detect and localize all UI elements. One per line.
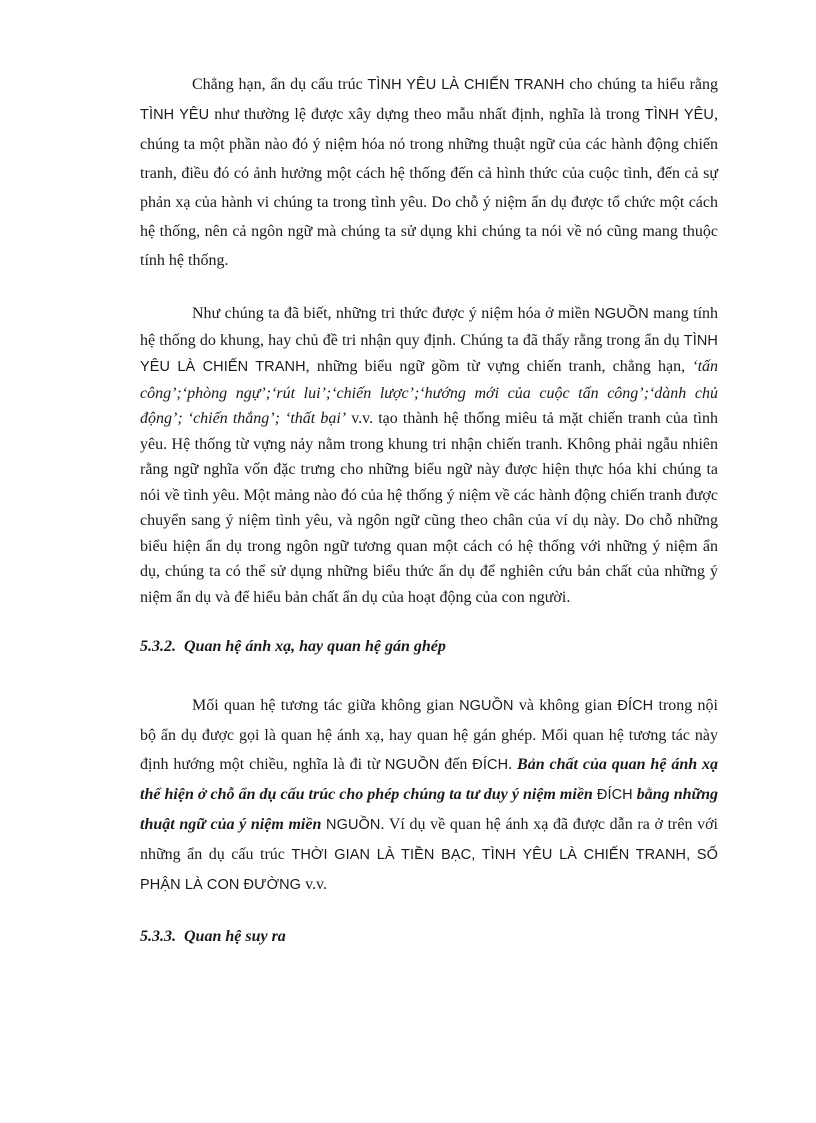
- concept-term: ĐÍCH: [617, 698, 654, 714]
- bold-italic-statement: bằng những thuật ngữ của ý niệm miền: [140, 786, 719, 833]
- section-heading-5-3-2: [140, 632, 718, 661]
- bold-italic-statement: Bản chất của quan hệ ánh xạ thể hiện ở chỗ ẩn dụ cấu trúc cho phép chúng ta tư duy ý niệm miền: [140, 756, 719, 803]
- paragraph-3: [140, 691, 718, 900]
- concept-term: TÌNH YÊU LÀ CHIẾN TRANH: [140, 332, 718, 375]
- paragraph-1: [140, 70, 718, 275]
- concept-term: NGUỒN: [384, 757, 440, 773]
- italic-examples: ‘tấn công’;‘phòng ngự’;‘rút lui’;‘chiến lược’;‘hướng mới của cuộc tấn công’;‘dành chủ động’; ‘chiến thắng’; ‘thất bại’: [140, 358, 719, 427]
- text-run: cho chúng ta hiểu rằng: [564, 76, 718, 93]
- text-run: Như chúng ta đã biết, những tri thức được ý niệm hóa ở miền: [192, 305, 595, 322]
- concept-term: NGUỒN: [459, 698, 514, 714]
- concept-term: NGUỒN: [326, 817, 381, 833]
- text-run: Mối quan hệ tương tác giữa không gian: [192, 697, 460, 714]
- text-run: như thường lệ được xây dựng theo mẫu nhất định, nghĩa là trong: [209, 106, 645, 123]
- text-run: , chúng ta một phần nào đó ý niệm hóa nó trong những thuật ngữ của các hành động chiến tranh, điều đó có ảnh hưởng một cách hệ thống đến cả hình thức của cuộc tình, đến cả sự phản xạ của hành vi chúng ta trong tình yêu. Do chỗ ý niệm ẩn dụ được tổ chức một cách hệ thống, nên cả ngôn ngữ mà chúng ta sử dụng khi chúng ta nói về nó cũng mang thuộc tính hệ thống.: [140, 106, 718, 269]
- text-run: v.v.: [301, 876, 327, 893]
- section-number: 5.3.3.: [140, 928, 176, 945]
- text-run: . Ví dụ về quan hệ ánh xạ đã được dẫn ra ở trên với những ẩn dụ cấu trúc: [140, 816, 718, 863]
- section-number: 5.3.2.: [140, 638, 176, 655]
- section-heading-5-3-3: [140, 922, 718, 951]
- concept-term: NGUỒN: [594, 306, 649, 322]
- concept-term: TÌNH YÊU LÀ CHIẾN TRANH: [367, 77, 565, 93]
- text-run: v.v. tạo thành hệ thống miêu tả mặt chiến tranh của tình yêu. Hệ thống từ vựng nảy nằm trong khung tri nhận chiến tranh. Không phải ngẫu nhiên rằng ngữ nghĩa vốn đặc trưng cho những biểu ngữ này được hiện thực hóa khi chúng ta nói về tình yêu. Một mảng nào đó của hệ thống ý niệm về các hành động chiến tranh được chuyển sang ý niệm tình yêu, và ngôn ngữ cũng theo chân của ví dụ này. Do chỗ những biểu hiện ẩn dụ trong ngôn ngữ tương quan một cách có hệ thống với những ý niệm ẩn dụ, chúng ta có thể sử dụng những biểu thức ẩn dụ để nghiên cứu bản chất của những ý niệm ẩn dụ và để hiểu bản chất ẩn dụ của hoạt động của con người.: [140, 410, 718, 606]
- concept-term: TÌNH YÊU: [140, 107, 210, 123]
- section-title: Quan hệ suy ra: [184, 928, 286, 945]
- text-run: trong nội bộ ẩn dụ được gọi là quan hệ ánh xạ, hay quan hệ gán ghép. Mối quan hệ tương tác này định hướng một chiều, nghĩa là đi từ: [140, 697, 718, 773]
- paragraph-2: [140, 301, 718, 610]
- concept-term: ĐÍCH: [472, 757, 509, 773]
- text-run: Chẳng hạn, ẩn dụ cấu trúc: [192, 76, 368, 93]
- concept-term: THỜI GIAN LÀ TIỀN BẠC, TÌNH YÊU LÀ CHIẾN TRANH, SỐ PHẬN LÀ CON ĐƯỜNG: [140, 847, 718, 893]
- text-run: .: [508, 756, 518, 773]
- text-run: và không gian: [513, 697, 618, 714]
- section-title: Quan hệ ánh xạ, hay quan hệ gán ghép: [184, 638, 446, 655]
- concept-term: ĐÍCH: [596, 787, 633, 803]
- text-run: mang tính hệ thống do khung, hay chủ đề tri nhận quy định. Chúng ta đã thấy rằng trong ẩn dụ: [140, 305, 719, 349]
- concept-term: TÌNH YÊU: [644, 107, 714, 123]
- document-page: [140, 70, 718, 951]
- text-run: đến: [439, 756, 473, 773]
- text-run: , những biểu ngữ gồm từ vựng chiến tranh, chẳng hạn,: [305, 358, 693, 375]
